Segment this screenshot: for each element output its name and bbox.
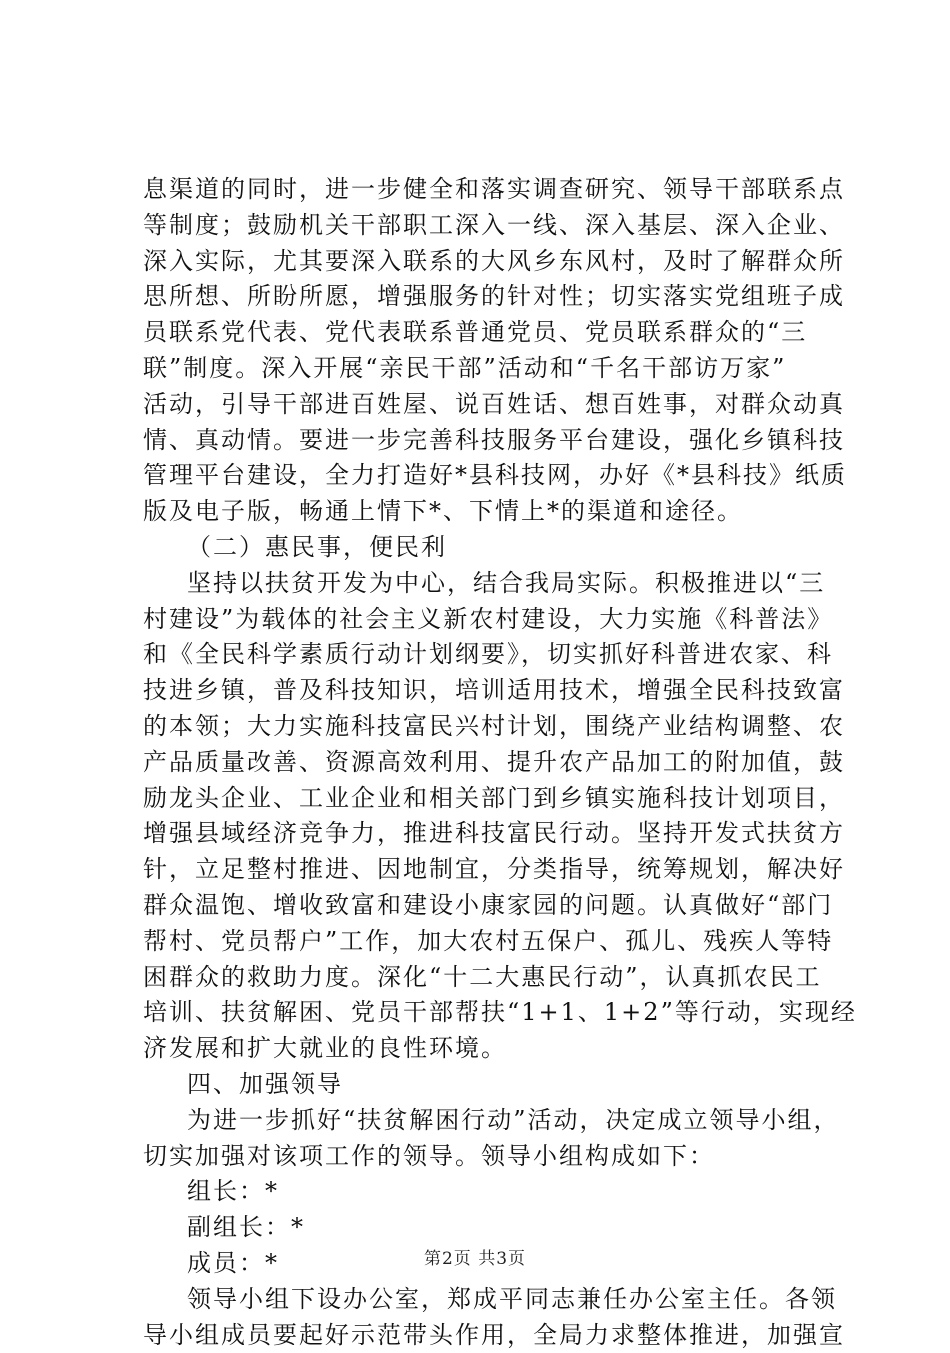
text-line: 产品质量改善、资源高效利用、提升农产品加工的附加值，鼓 [143,745,815,781]
text-line: 坚持以扶贫开发为中心，结合我局实际。积极推进以“三 [143,566,815,602]
text-line: 导小组成员要起好示范带头作用，全局力求整体推进，加强宣 [143,1318,815,1353]
text-line: 深入实际，尤其要深入联系的大风乡东风村，及时了解群众所 [143,244,815,280]
text-line: 培训、扶贫解困、党员干部帮扶“1+1、1+2”等行动，实现经 [143,995,815,1031]
text-line: 活动，引导干部进百姓屋、说百姓话、想百姓事，对群众动真 [143,387,815,423]
text-line: 切实加强对该项工作的领导。领导小组构成如下： [143,1139,815,1175]
text-line: 困群众的救助力度。深化“十二大惠民行动”，认真抓农民工 [143,960,815,996]
text-line: 群众温饱、增收致富和建设小康家园的问题。认真做好“部门 [143,888,815,924]
text-line: 情、真动情。要进一步完善科技服务平台建设，强化乡镇科技 [143,423,815,459]
text-line: 组长：* [143,1174,815,1210]
text-line: 技进乡镇，普及科技知识，培训适用技术，增强全民科技致富 [143,673,815,709]
text-line: （二）惠民事，便民利 [143,530,815,566]
text-line: 联”制度。深入开展“亲民干部”活动和“千名干部访万家” [143,351,815,387]
text-line: 四、加强领导 [143,1067,815,1103]
text-line: 等制度；鼓励机关干部职工深入一线、深入基层、深入企业、 [143,208,815,244]
text-line: 副组长：* [143,1210,815,1246]
text-line: 管理平台建设，全力打造好*县科技网，办好《*县科技》纸质 [143,458,815,494]
text-line: 成员：* [143,1246,815,1282]
text-line: 和《全民科学素质行动计划纲要》，切实抓好科普进农家、科 [143,637,815,673]
text-line: 为进一步抓好“扶贫解困行动”活动，决定成立领导小组， [143,1103,815,1139]
text-line: 增强县域经济竞争力，推进科技富民行动。坚持开发式扶贫方 [143,816,815,852]
text-line: 村建设”为载体的社会主义新农村建设，大力实施《科普法》 [143,602,815,638]
page-number-label: 第2页 共3页 [424,1249,526,1269]
text-line: 版及电子版，畅通上情下*、下情上*的渠道和途径。 [143,494,815,530]
text-line: 济发展和扩大就业的良性环境。 [143,1031,815,1067]
text-line: 领导小组下设办公室，郑成平同志兼任办公室主任。各领 [143,1282,815,1318]
text-line: 励龙头企业、工业企业和相关部门到乡镇实施科技计划项目， [143,781,815,817]
document-body [143,172,815,1353]
text-line: 员联系党代表、党代表联系普通党员、党员联系群众的“三 [143,315,815,351]
page-footer [0,1244,950,1269]
text-line: 的本领；大力实施科技富民兴村计划，围绕产业结构调整、农 [143,709,815,745]
text-line: 息渠道的同时，进一步健全和落实调查研究、领导干部联系点 [143,172,815,208]
text-line: 针，立足整村推进、因地制宜，分类指导，统筹规划，解决好 [143,852,815,888]
text-line: 帮村、党员帮户”工作，加大农村五保户、孤儿、残疾人等特 [143,924,815,960]
text-line: 思所想、所盼所愿，增强服务的针对性；切实落实党组班子成 [143,279,815,315]
